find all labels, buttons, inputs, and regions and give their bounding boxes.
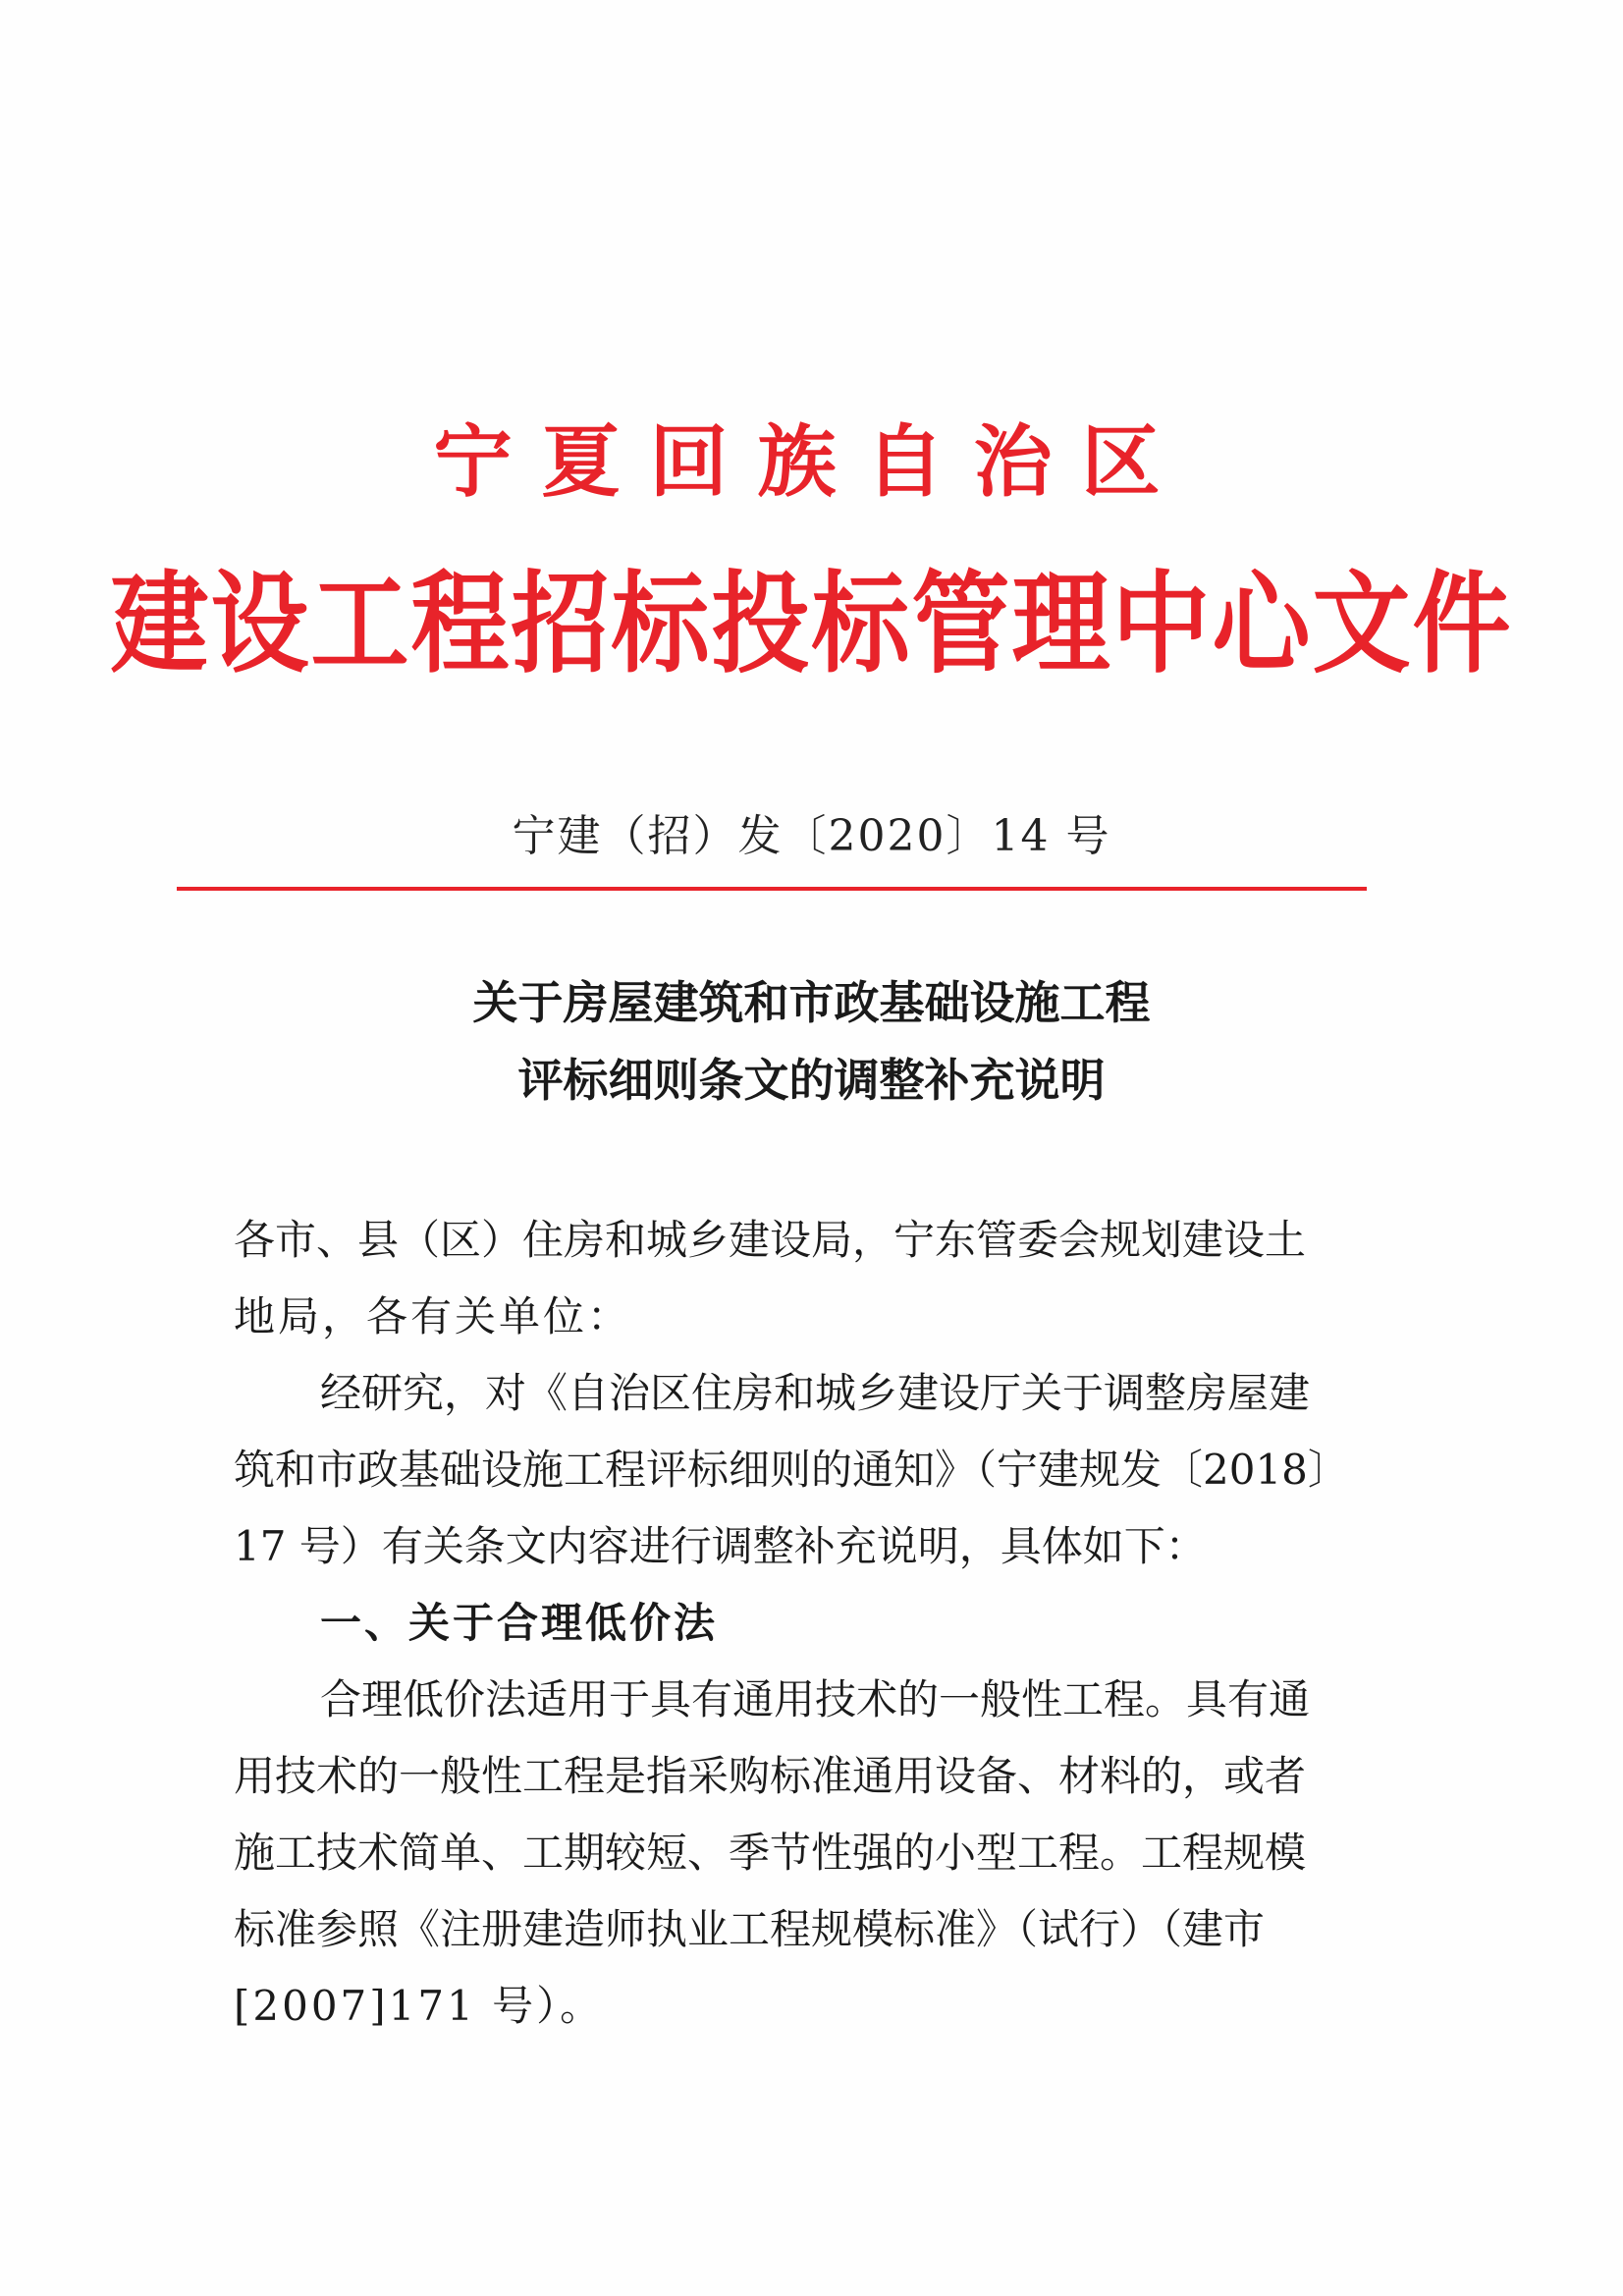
section-heading-1: 一、关于合理低价法	[320, 1599, 719, 1647]
red-separator-line	[177, 887, 1367, 891]
paragraph2-line1: 合理低价法适用于具有通用技术的一般性工程。具有通	[320, 1675, 1311, 1723]
paragraph1-line2: 筑和市政基础设施工程评标细则的通知》（宁建规发〔2018〕	[234, 1446, 1349, 1494]
addressee-line2: 地局，各有关单位：	[234, 1292, 632, 1340]
issuer-name-line2: 建设工程招标投标管理中心文件	[110, 559, 1513, 688]
paragraph2-line3: 施工技术简单、工期较短、季节性强的小型工程。工程规模	[234, 1829, 1307, 1877]
document-title-line1: 关于房屋建筑和市政基础设施工程	[472, 976, 1151, 1029]
paragraph2-line5: [2007]171 号）。	[234, 1982, 605, 2030]
issuer-name-line1: 宁夏回族自治区	[433, 415, 1190, 508]
paragraph2-line4: 标准参照《注册建造师执业工程规模标准》（试行）（建市	[234, 1905, 1266, 1953]
paragraph1-line3: 17 号）有关条文内容进行调整补充说明，具体如下：	[234, 1522, 1207, 1570]
document-title-line2: 评标细则条文的调整补充说明	[517, 1054, 1106, 1107]
paragraph2-line2: 用技术的一般性工程是指采购标准通用设备、材料的，或者	[234, 1752, 1307, 1800]
document-number: 宁建（招）发〔2020〕14 号	[512, 811, 1111, 861]
paragraph1-line1: 经研究，对《自治区住房和城乡建设厅关于调整房屋建	[320, 1369, 1311, 1417]
addressee-line1: 各市、县（区）住房和城乡建设局，宁东管委会规划建设土	[234, 1216, 1307, 1264]
